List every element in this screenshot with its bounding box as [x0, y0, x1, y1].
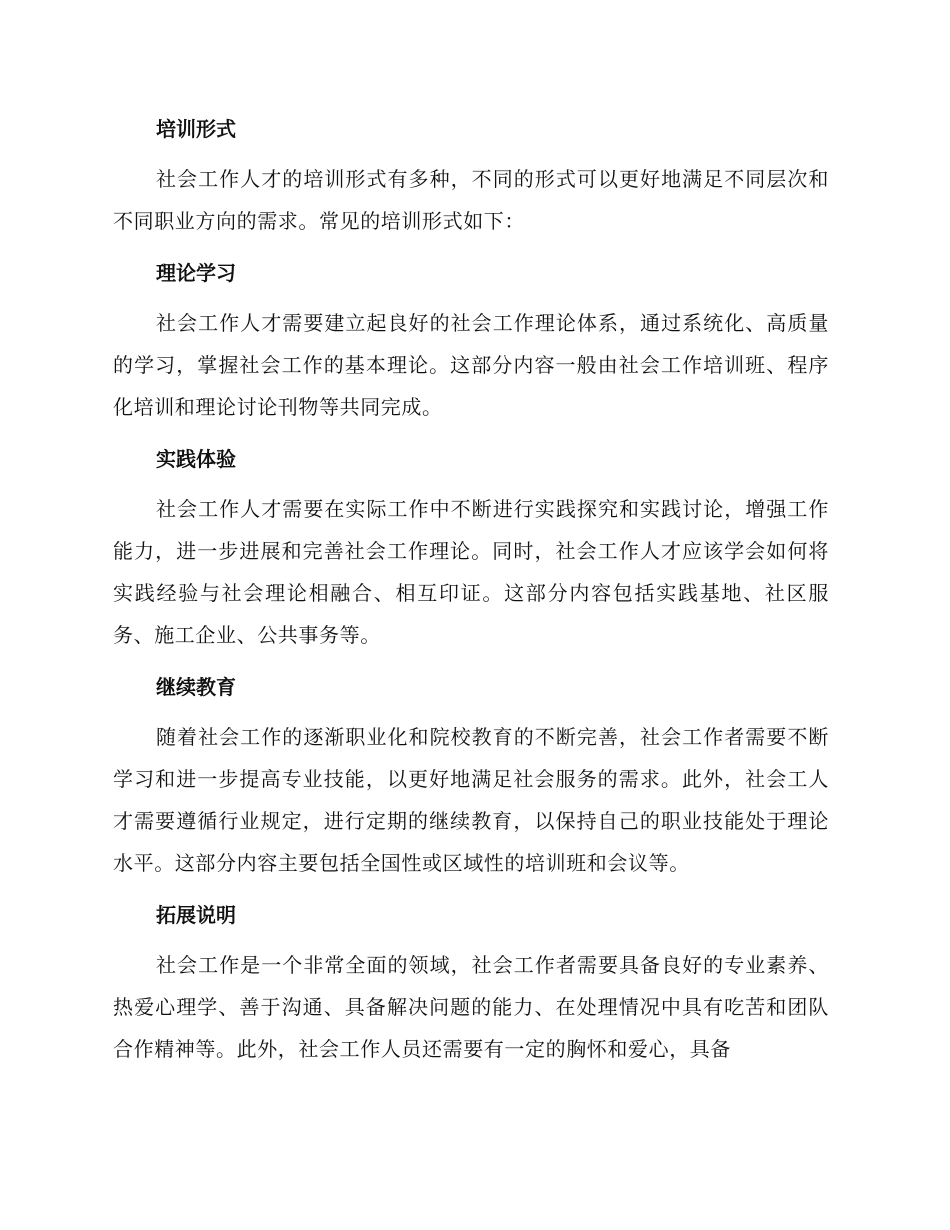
section-body-theory-study: 社会工作人才需要建立起良好的社会工作理论体系，通过系统化、高质量的学习，掌握社会工作的基本理论。这部分内容一般由社会工作培训班、程序化培训和理论讨论刊物等共同完成。: [113, 311, 829, 419]
document-page: [113, 108, 829, 1070]
section-body-training-forms: 社会工作人才的培训形式有多种，不同的形式可以更好地满足不同层次和不同职业方向的需求。常见的培训形式如下：: [113, 167, 829, 233]
section-heading-practice-experience: 实践体验: [156, 447, 236, 471]
section-heading-theory-study: 理论学习: [156, 261, 236, 285]
section-heading-extended-notes: 拓展说明: [156, 903, 236, 927]
section-heading-continuing-education: 继续教育: [156, 675, 236, 699]
section-body-extended-notes: 社会工作是一个非常全面的领域，社会工作者需要具备良好的专业素养、热爱心理学、善于沟通、具备解决问题的能力、在处理情况中具有吃苦和团队合作精神等。此外，社会工作人员还需要有一定的胸怀和爱心，具备: [113, 953, 829, 1061]
section-body-practice-experience: 社会工作人才需要在实际工作中不断进行实践探究和实践讨论，增强工作能力，进一步进展和完善社会工作理论。同时，社会工作人才应该学会如何将实践经验与社会理论相融合、相互印证。这部分内容包括实践基地、社区服务、施工企业、公共事务等。: [113, 497, 829, 647]
section-body-continuing-education: 随着社会工作的逐渐职业化和院校教育的不断完善，社会工作者需要不断学习和进一步提高专业技能，以更好地满足社会服务的需求。此外，社会工人才需要遵循行业规定，进行定期的继续教育，以保持自己的职业技能处于理论水平。这部分内容主要包括全国性或区域性的培训班和会议等。: [113, 725, 829, 875]
section-heading-training-forms: 培训形式: [156, 117, 236, 141]
